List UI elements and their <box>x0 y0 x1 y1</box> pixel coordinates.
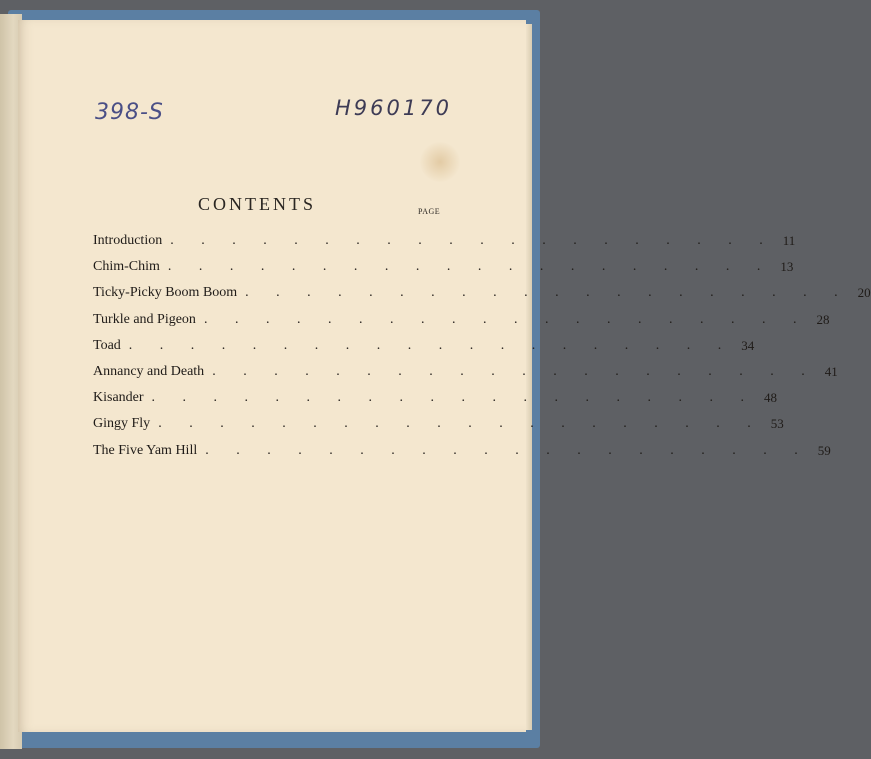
toc-entry <box>93 438 831 464</box>
toc-entry-page: 34 <box>741 337 755 353</box>
toc-entry-title: Kisander <box>93 390 144 406</box>
toc-entry <box>93 280 871 306</box>
dot-leader: . . . . . . . . . . . . . . . . . . . . <box>245 285 850 301</box>
dot-leader: . . . . . . . . . . . . . . . . . . . . <box>128 337 734 353</box>
dot-leader: . . . . . . . . . . . . . . . . . . . . <box>158 416 763 432</box>
toc-entry <box>93 385 778 411</box>
handwritten-accession-number: H960170 <box>335 96 452 120</box>
dot-leader: . . . . . . . . . . . . . . . . . . . . <box>170 233 775 249</box>
dot-leader: . . . . . . . . . . . . . . . . . . . . <box>205 442 810 458</box>
toc-entry-page: 53 <box>770 416 784 432</box>
toc-entry-title: Toad <box>93 337 121 353</box>
page-column-heading: PAGE <box>418 207 441 216</box>
toc-entry-title: Introduction <box>93 233 163 249</box>
toc-entry <box>93 307 830 333</box>
toc-entry <box>93 228 796 254</box>
toc-entry <box>93 254 794 280</box>
toc-entry-page: 11 <box>782 233 796 249</box>
toc-entry-page: 48 <box>764 390 778 406</box>
handwritten-call-number: 398-S <box>95 100 164 125</box>
table-of-contents <box>93 228 871 464</box>
paper-stain <box>420 142 460 182</box>
toc-entry-page: 28 <box>816 311 830 327</box>
dot-leader: . . . . . . . . . . . . . . . . . . . . <box>151 390 757 406</box>
dot-leader: . . . . . . . . . . . . . . . . . . . . <box>167 259 773 275</box>
dot-leader: . . . . . . . . . . . . . . . . . . . . <box>212 364 817 380</box>
toc-entry-page: 59 <box>817 442 831 458</box>
toc-entry-title: Turkle and Pigeon <box>93 311 196 327</box>
toc-entry-title: Annancy and Death <box>93 364 205 380</box>
toc-entry-title: Ticky-Picky Boom Boom <box>93 285 238 301</box>
toc-entry-title: Gingy Fly <box>93 416 151 432</box>
toc-entry <box>93 359 838 385</box>
toc-entry <box>93 411 784 437</box>
toc-entry-page: 13 <box>780 259 794 275</box>
toc-entry-title: Chim-Chim <box>93 259 160 275</box>
toc-entry-page: 41 <box>824 364 838 380</box>
dot-leader: . . . . . . . . . . . . . . . . . . . . <box>203 311 809 327</box>
toc-entry <box>93 333 755 359</box>
toc-entry-title: The Five Yam Hill <box>93 442 198 458</box>
contents-title: CONTENTS <box>198 194 316 214</box>
toc-entry-page: 20 <box>857 285 871 301</box>
